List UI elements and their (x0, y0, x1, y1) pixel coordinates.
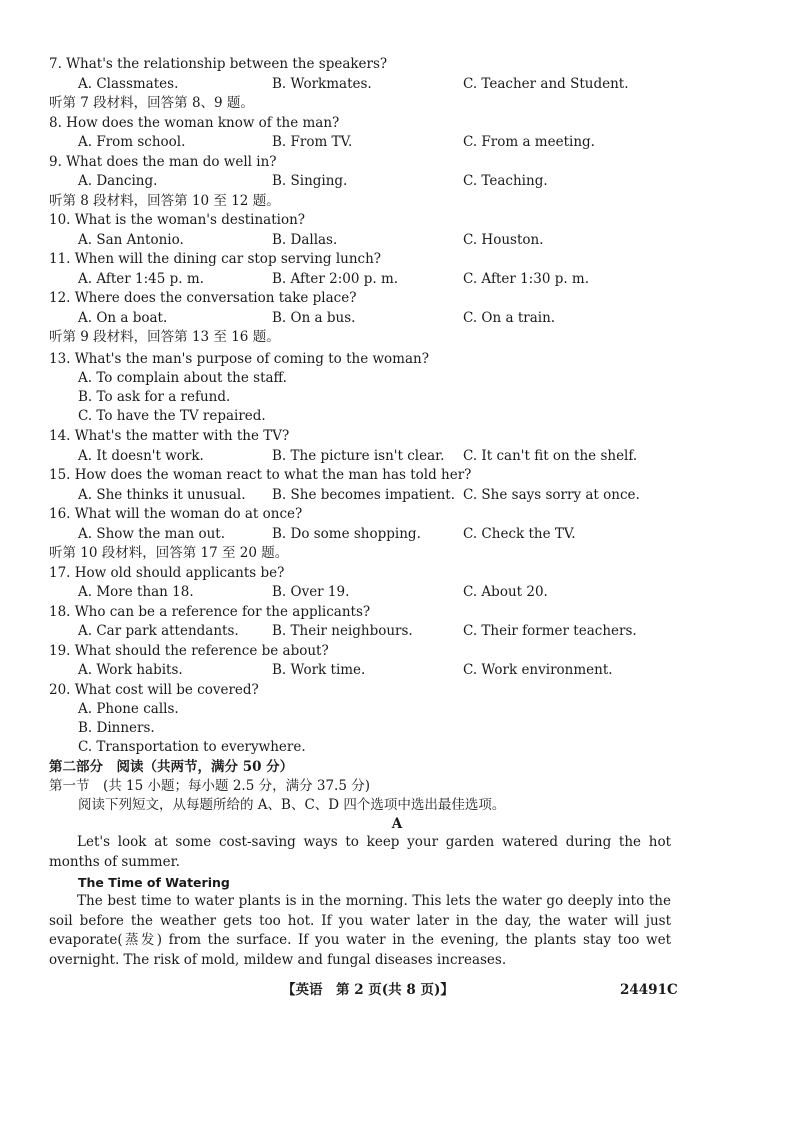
passage-body: The best time to water plants is in the morning. This lets the water go deeply into the soil before the weather gets too hot. If you water later in the day, the water will just evaporate(蒸发) from the surface. If you water in the evening, the plants stay too wet overnight. The risk of mold, mildew and fungal diseases increases. (49, 893, 671, 968)
footer-page-title: 【英语 第 2 页(共 8 页)】 (282, 982, 454, 998)
question-text: 20. What cost will be covered? (49, 682, 259, 698)
option-row (0, 699, 794, 719)
option-b: B. Over 19. (272, 584, 350, 600)
option-a: A. More than 18. (78, 584, 194, 600)
section-instruction: 听第 7 段材料，回答第 8、9 题。 (49, 95, 254, 111)
part2-heading: 第二部分 阅读（共两节，满分 50 分） (49, 759, 294, 775)
option-a: A. San Antonio. (78, 232, 184, 248)
options-row (0, 171, 794, 191)
option-b: B. The picture isn't clear. (272, 448, 445, 464)
option-a: A. After 1:45 p. m. (78, 271, 204, 287)
question-text: 15. How does the woman react to what the man has told her? (49, 467, 472, 483)
question-text: 11. When will the dining car stop serving lunch? (49, 251, 382, 267)
question-text: 7. What's the relationship between the speakers? (49, 56, 388, 72)
option-b: B. To ask for a refund. (78, 389, 231, 405)
options-row (0, 74, 794, 94)
option-row (0, 387, 794, 407)
option-b: B. Their neighbours. (272, 623, 413, 639)
option-b: B. She becomes impatient. (272, 487, 456, 503)
option-a: A. From school. (78, 134, 186, 150)
passage-intro: Let's look at some cost-saving ways to keep your garden watered during the hot months of summer. (49, 834, 671, 870)
option-a: A. To complain about the staff. (78, 370, 287, 386)
option-a: A. Dancing. (78, 173, 158, 189)
part2-heading-row (0, 757, 794, 777)
option-c: C. Teacher and Student. (463, 76, 629, 92)
option-b: B. Dallas. (272, 232, 338, 248)
option-row (0, 368, 794, 388)
option-a: A. Show the man out. (78, 526, 226, 542)
option-b: B. On a bus. (272, 310, 356, 326)
option-c: C. Houston. (463, 232, 544, 248)
option-c: C. It can't fit on the shelf. (463, 448, 638, 464)
option-b: B. After 2:00 p. m. (272, 271, 399, 287)
question-row (0, 152, 794, 172)
reading-instruction: 阅读下列短文，从每题所给的 A、B、C、D 四个选项中选出最佳选项。 (78, 797, 506, 813)
passage-subheading: The Time of Watering (78, 875, 230, 890)
section1-heading: 第一节 (共 15 小题；每小题 2.5 分，满分 37.5 分) (49, 778, 370, 794)
options-row (0, 524, 794, 544)
question-row (0, 504, 794, 524)
option-b: B. Work time. (272, 662, 366, 678)
question-row (0, 210, 794, 230)
options-row (0, 269, 794, 289)
options-row (0, 582, 794, 602)
question-text: 18. Who can be a reference for the applicants? (49, 604, 371, 620)
option-a: A. Classmates. (78, 76, 179, 92)
option-a: A. It doesn't work. (78, 448, 204, 464)
section-instruction: 听第 10 段材料，回答第 17 至 20 题。 (49, 545, 289, 561)
question-text: 10. What is the woman's destination? (49, 212, 306, 228)
option-a: A. She thinks it unusual. (78, 487, 246, 503)
option-row (0, 406, 794, 426)
option-b: B. Do some shopping. (272, 526, 421, 542)
question-text: 8. How does the woman know of the man? (49, 115, 340, 131)
option-c: C. Check the TV. (463, 526, 576, 542)
option-row (0, 718, 794, 738)
option-c: C. Teaching. (463, 173, 548, 189)
subheading-row (0, 873, 794, 893)
question-text: 16. What will the woman do at once? (49, 506, 303, 522)
footer-exam-code: 24491C (620, 982, 678, 998)
question-text: 14. What's the matter with the TV? (49, 428, 290, 444)
question-row (0, 426, 794, 446)
question-row (0, 288, 794, 308)
options-row (0, 446, 794, 466)
section-instruction: 听第 9 段材料，回答第 13 至 16 题。 (49, 329, 280, 345)
option-c: C. About 20. (463, 584, 548, 600)
option-b: B. Dinners. (78, 720, 155, 736)
option-b: B. From TV. (272, 134, 353, 150)
section-instruction: 听第 8 段材料，回答第 10 至 12 题。 (49, 193, 280, 209)
question-row (0, 249, 794, 269)
options-row (0, 132, 794, 152)
option-a: A. Phone calls. (78, 701, 179, 717)
question-13 (0, 349, 794, 369)
question-20 (0, 680, 794, 700)
footer (0, 980, 794, 1000)
question-text: 17. How old should applicants be? (49, 565, 285, 581)
option-c: C. From a meeting. (463, 134, 595, 150)
options-row (0, 485, 794, 505)
question-row (0, 54, 794, 74)
options-row (0, 308, 794, 328)
option-c: C. On a train. (463, 310, 556, 326)
question-text: 9. What does the man do well in? (49, 154, 277, 170)
section-instruction-row (0, 327, 794, 347)
question-row (0, 602, 794, 622)
option-c: C. Their former teachers. (463, 623, 637, 639)
section1-row (0, 776, 794, 796)
instruction-row (0, 795, 794, 815)
options-row (0, 621, 794, 641)
options-row (0, 230, 794, 250)
option-a: A. Car park attendants. (78, 623, 239, 639)
question-row (0, 465, 794, 485)
option-c: C. She says sorry at once. (463, 487, 640, 503)
question-row (0, 641, 794, 661)
question-text: 13. What's the man's purpose of coming to the woman? (49, 351, 429, 367)
option-a: A. Work habits. (78, 662, 183, 678)
question-row (0, 113, 794, 133)
option-a: A. On a boat. (78, 310, 168, 326)
option-c: C. To have the TV repaired. (78, 408, 266, 424)
section-instruction-row (0, 543, 794, 563)
option-c: C. After 1:30 p. m. (463, 271, 590, 287)
option-c: C. Transportation to everywhere. (78, 739, 306, 755)
option-b: B. Workmates. (272, 76, 372, 92)
section-instruction-row (0, 93, 794, 113)
question-text: 12. Where does the conversation take place? (49, 290, 357, 306)
option-c: C. Work environment. (463, 662, 613, 678)
section-instruction-row (0, 191, 794, 211)
options-row (0, 660, 794, 680)
option-b: B. Singing. (272, 173, 348, 189)
question-row (0, 563, 794, 583)
passage-letter: A (391, 816, 403, 832)
option-row (0, 737, 794, 757)
passage-letter-row (0, 814, 794, 834)
question-text: 19. What should the reference be about? (49, 643, 329, 659)
